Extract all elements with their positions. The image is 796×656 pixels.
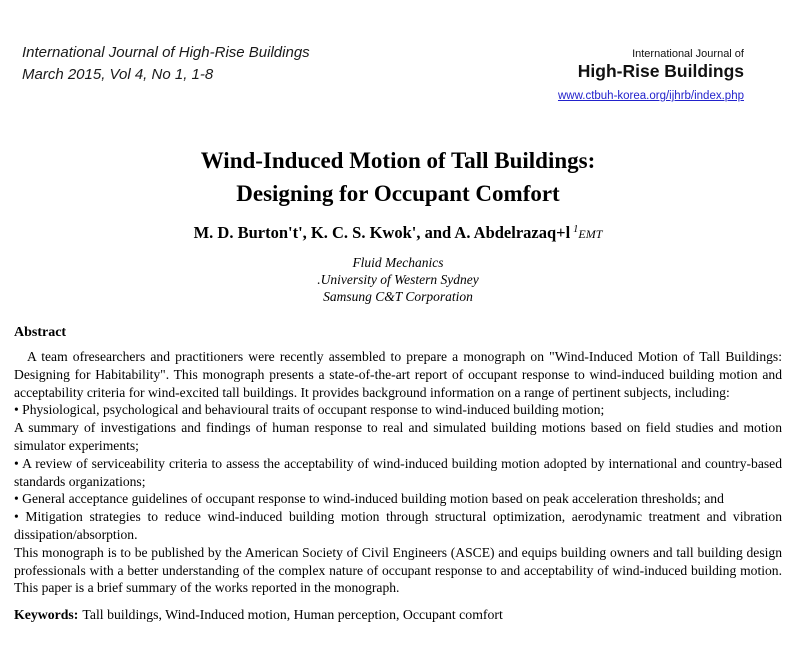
- journal-masthead-small: International Journal of: [632, 48, 744, 60]
- author-superscript: 1: [573, 223, 579, 235]
- journal-citation-line2: March 2015, Vol 4, No 1, 1-8: [22, 66, 214, 83]
- paper-title-line1: Wind-Induced Motion of Tall Buildings:: [200, 148, 596, 173]
- keywords-line: [14, 607, 782, 623]
- abstract-bullet-1: • Physiological, psychological and behavioural traits of occupant response to wind-induced building motion;: [14, 402, 605, 418]
- journal-url-link[interactable]: www.ctbuh-korea.org/ijhrb/index.php: [557, 90, 744, 102]
- journal-masthead-name: High-Rise Buildings: [577, 61, 744, 81]
- affiliation-line1: Fluid Mechanics: [352, 255, 444, 270]
- paper-title-line2: Designing for Occupant Comfort: [236, 181, 560, 206]
- abstract-paragraph-2: This monograph is to be published by the American Society of Civil Engineers (ASCE) and equips building owners and tall building design professionals with a better understanding of the complex nature of occupant response to and acceptability of wind-induced building motion. This paper is a brief summary of the works reported in the monograph.: [14, 544, 782, 596]
- abstract-bullet-4: • General acceptance guidelines of occupant response to wind-induced building motion based on peak acceleration thresholds; and: [14, 491, 724, 507]
- abstract-paragraph-1: A team ofresearchers and practitioners were recently assembled to prepare a monograph on "Wind-Induced Motion of Tall Buildings: Designing for Habitability". This monograph presents a state-of-the-art report of occupant response to wind-induced building motion and acceptability criteria for wind-excited tall buildings. It provides background information on a range of pertinent subjects, including:: [14, 349, 782, 400]
- abstract-bullet-5: • Mitigation strategies to reduce wind-induced building motion through structural optimization, aerodynamic treatment and vibration dissipation/absorption.: [14, 509, 782, 542]
- keywords-label: Keywords:: [14, 607, 79, 623]
- abstract-bullet-3: • A review of serviceability criteria to assess the acceptability of wind-induced building motion adopted by international and country-based standards organizations;: [14, 455, 782, 489]
- author-names: M. D. Burton't', K. C. S. Kwok', and A. Abdelrazaq+l: [193, 223, 571, 242]
- abstract-body: [14, 348, 782, 597]
- journal-citation-line1: International Journal of High-Rise Buildings: [22, 44, 310, 61]
- affiliations-block: [0, 254, 796, 305]
- page-header: [0, 0, 796, 104]
- journal-citation-block: [22, 42, 310, 86]
- affiliation-line3: Samsung C&T Corporation: [323, 289, 473, 304]
- abstract-heading: Abstract: [14, 325, 67, 340]
- affiliation-line2: .University of Western Sydney: [317, 272, 479, 287]
- authors-line: [0, 223, 796, 243]
- journal-masthead-block: [558, 42, 744, 104]
- keywords-text: Tall buildings, Wind-Induced motion, Human perception, Occupant comfort: [82, 607, 503, 623]
- author-suffix: EMT: [578, 227, 603, 241]
- abstract-bullet-2: A summary of investigations and findings of human response to real and simulated building motions based on field studies and motion simulator experiments;: [14, 420, 782, 453]
- paper-title: [0, 144, 796, 210]
